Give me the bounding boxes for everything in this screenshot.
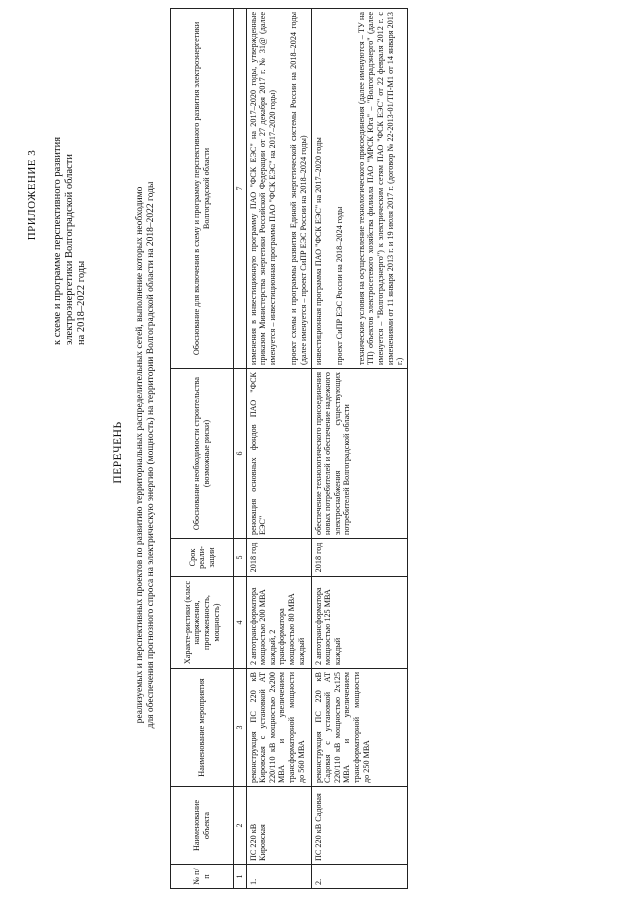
grounds-paragraph: проект схемы и программы развития Единой энергетической системы России на 2018–2024 годы (далее именуется – проект СиПР ЕЭС России на 2018–2024 годы) <box>289 12 308 365</box>
appendix-line: к схеме и программе перспективного развития <box>52 136 63 345</box>
table-row <box>246 9 311 889</box>
characteristics: 2 автотрансформатора мощностью 125 МВА каждый <box>311 577 407 669</box>
inclusion-grounds <box>311 9 407 369</box>
measure-name: реконструкция ПС 220 кВ Кировская с установкой АТ 220/110 кВ мощностью 2х200 МВА и увеличением трансформаторной мощности до 560 МВА <box>246 669 311 787</box>
necessity-justification: реновация основных фондов ПАО "ФСК ЕЭС" <box>246 369 311 539</box>
projects-table <box>170 8 408 889</box>
list-subtitle <box>135 75 157 835</box>
column-number: 6 <box>234 369 247 539</box>
column-number: 1 <box>234 865 247 889</box>
necessity-justification: обеспечение технологического присоединения новых потребителей и обеспечение надежного электроснабжения существующих потребителей Волгоградской области <box>311 369 407 539</box>
column-numbers-row <box>234 9 247 889</box>
header-cell: Характе-ристики (класс напряжения, протяженность, мощность) <box>171 577 234 669</box>
inclusion-grounds <box>246 9 311 369</box>
list-title: ПЕРЕЧЕНЬ <box>112 421 124 484</box>
header-cell: Наименование мероприятия <box>171 669 234 787</box>
appendix-block <box>26 45 88 345</box>
row-number: 1. <box>246 865 311 889</box>
column-number: 2 <box>234 787 247 865</box>
grounds-paragraph: изменения в инвестиционную программу ПАО "ФСК ЕЭС" на 2017–2020 годы, утвержденные приказом Министерства энергетики Российской Федерации от 27 декабря 2017 г. № 31@ (далее именуется – инвестиционная программа ПАО "ФСК ЕЭС" на 2017–2020 годы) <box>248 12 277 365</box>
object-name: ПС 220 кВ Садовая <box>311 787 407 865</box>
characteristics: 2 автотрансформатора мощностью 200 МВА каждый, 2 трансформатора мощностью 80 МВА каждый <box>246 577 311 669</box>
grounds-paragraph: технические условия на осуществление технологического присоединения (далее именуются – ТУ на ТП) объектов электросетевого хозяйства филиала ПАО "МРСК Юга" – "Волгоградэнерго" (далее именуется – "Волгоградэнерго") к электрическим сетям ПАО "ФСК ЕЭС" от 22 февраля 2012 г. с изменениями от 11 января 2013 г. и 19 июля 2017 г. (договор № 22-2013-01/ТП-М1 от 14 января 2013 г.) <box>356 12 405 365</box>
list-subtitle-line: реализуемых и перспективных проектов по развитию территориальных распределительных сетей, выполнение которых необходимо <box>135 186 145 724</box>
appendix-line: электроэнергетики Волгоградской области <box>64 154 75 345</box>
header-cell: Срок реали-зации <box>171 539 234 577</box>
list-subtitle-line: для обеспечения прогнозного спроса на электрическую энергию (мощность) на территории Волгоградской области на 2018–2022 годы <box>146 181 156 729</box>
table-header-row <box>171 9 234 889</box>
object-name: ПС 220 кВ Кировская <box>246 787 311 865</box>
header-cell: Обоснование для включения в схему и программу перспективного развития электроэнергетики Волгоградской области <box>171 9 234 369</box>
implementation-term: 2018 год <box>311 539 407 577</box>
table-row <box>311 9 407 889</box>
column-number: 4 <box>234 577 247 669</box>
column-number: 7 <box>234 9 247 369</box>
appendix-line: на 2018–2022 годы <box>76 260 87 345</box>
header-cell: Наименование объекта <box>171 787 234 865</box>
implementation-term: 2018 год <box>246 539 311 577</box>
column-number: 3 <box>234 669 247 787</box>
row-number: 2. <box>311 865 407 889</box>
grounds-paragraph: инвестиционная программа ПАО "ФСК ЕЭС" на 2017–2020 годы <box>313 137 323 365</box>
header-cell: № п/п <box>171 865 234 889</box>
measure-name: реконструкция ПС 220 кВ Садовая с установкой АТ 220/110 кВ мощностью 2х125 МВА и увеличением трансформаторной мощности до 250 МВА <box>311 669 407 787</box>
grounds-paragraph: проект СиПР ЕЭС России на 2018–2024 годы <box>335 206 345 365</box>
appendix-title: ПРИЛОЖЕНИЕ 3 <box>26 149 38 241</box>
column-number: 5 <box>234 539 247 577</box>
header-cell: Обоснование необходимости строительства (возможные риски) <box>171 369 234 539</box>
